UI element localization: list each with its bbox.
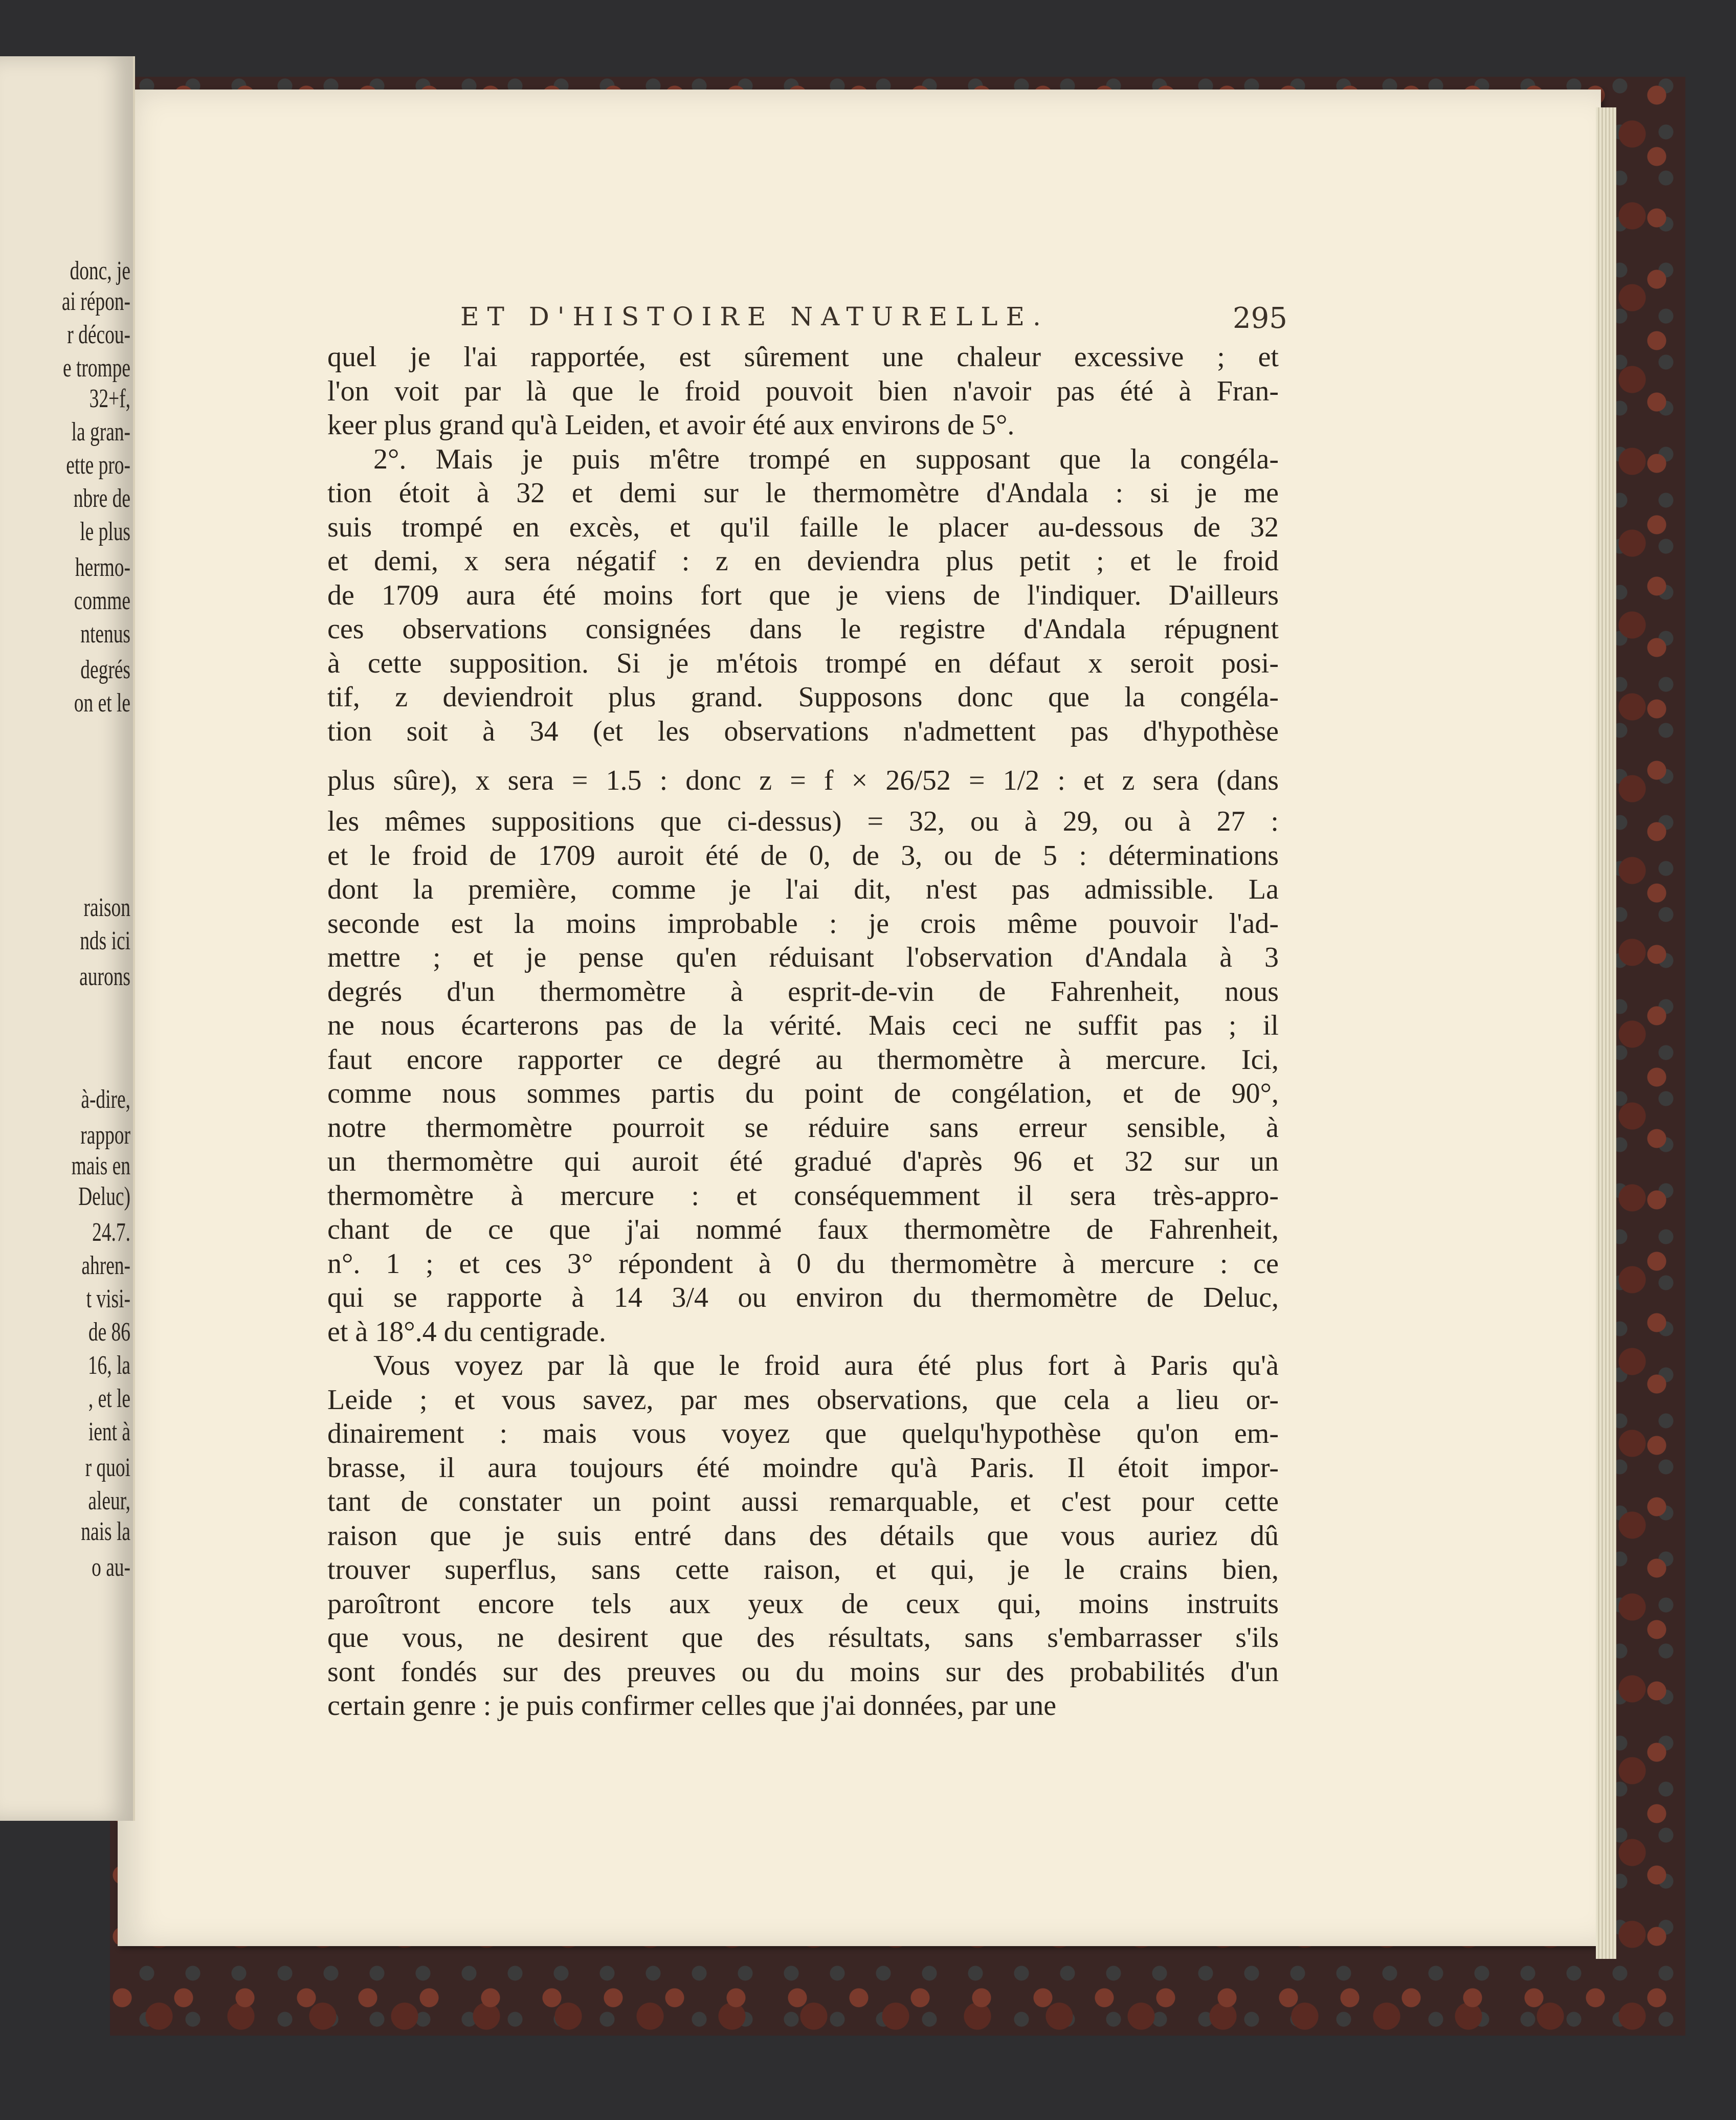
text-line: paroîtront encore tels aux yeux de ceux qui, moins instruits [327,1588,1279,1620]
text-line: thermomètre à mercure : et conséquemment il sera très-appro- [327,1179,1279,1212]
left-page-line: degrés [80,655,130,684]
left-page-line: o au- [92,1553,130,1582]
left-page-line: hermo- [75,553,130,582]
text-line: les mêmes suppositions que ci-dessus) = 32, ou à 29, ou à 27 : [327,806,1279,837]
text-line: quel je l'ai rapportée, est sûrement une chaleur excessive ; et [327,341,1279,373]
text-line: et le froid de 1709 auroit été de 0, de 3, ou de 5 : déterminations [327,839,1279,872]
running-title: ET D'HISTOIRE NATURELLE. [460,302,1049,331]
text-line: chant de ce que j'ai nommé faux thermomètre de Fahrenheit, [327,1214,1279,1245]
text-line: plus sûre), x sera = 1.5 : donc z = f × 26/52 = 1/2 : et z sera (dans [327,765,1279,796]
text-line: seconde est la moins improbable : je crois même pouvoir l'ad- [327,907,1279,940]
left-page-fragment [0,56,135,1821]
text-line: un thermomètre qui auroit été gradué d'après 96 et 32 sur un [327,1146,1279,1177]
left-page-line: , et le [88,1384,130,1413]
text-line: tion étoit à 32 et demi sur le thermomètre d'Andala : si je me [327,477,1279,509]
text-line: et à 18°.4 du centigrade. [327,1315,606,1348]
text-line: comme nous sommes partis du point de congélation, et de 90°, [327,1078,1279,1109]
body-text [327,340,1279,1723]
text-line: tant de constater un point aussi remarquable, et c'est pour cette [327,1486,1279,1518]
text-line: notre thermomètre pourroit se réduire sans erreur sensible, à [327,1111,1279,1144]
text-line: n°. 1 ; et ces 3° répondent à 0 du thermomètre à mercure : ce [327,1247,1279,1280]
left-page-line: ntenus [80,619,130,649]
left-page-line: ahren- [81,1251,130,1280]
left-page-line: nbre de [73,484,130,513]
left-page-line: ette pro- [66,451,130,480]
text-line: faut encore rapporter ce degré au thermomètre à mercure. Ici, [327,1043,1279,1076]
left-page-line: donc, je [70,256,130,285]
text-line: degrés d'un thermomètre à esprit-de-vin de Fahrenheit, nous [327,975,1279,1008]
text-line: Vous voyez par là que le froid aura été plus fort à Paris qu'à [373,1350,1279,1381]
text-line: brasse, il aura toujours été moindre qu'à Paris. Il étoit impor- [327,1452,1279,1484]
text-line: mettre ; et je pense qu'en réduisant l'observation d'Andala à 3 [327,942,1279,973]
left-page-line: à-dire, [81,1085,130,1114]
left-page-line: 32+f, [89,384,130,413]
left-page-line: on et le [74,688,130,718]
left-page-line: ai répon- [61,287,130,316]
text-line: trouver superflus, sans cette raison, et qui, je le crains bien, [327,1554,1279,1586]
text-line: suis trompé en excès, et qu'il faille le placer au-dessous de 32 [327,511,1279,543]
text-line: que vous, ne desirent que des résultats, sans s'embarrasser s'ils [327,1622,1279,1654]
left-page-line: ient à [88,1417,130,1446]
left-page-line: r décou- [67,320,130,349]
text-line: sont fondés sur des preuves ou du moins sur des probabilités d'un [327,1656,1279,1688]
left-page-line: aurons [79,962,130,991]
left-page-line: e trompe [62,353,130,383]
left-page-line: la gran- [71,417,130,447]
left-page-line: nais la [81,1517,130,1546]
text-line: dinairement : mais vous voyez que quelqu'hypothèse qu'on em- [327,1418,1279,1449]
text-line: ne nous écarterons pas de la vérité. Mais ceci ne suffit pas ; il [327,1010,1279,1041]
text-line: à cette supposition. Si je m'étois trompé en défaut x seroit posi- [327,647,1279,679]
left-page-line: t visi- [86,1284,130,1313]
page-number: 295 [1233,302,1287,335]
text-line: keer plus grand qu'à Leiden, et avoir été aux environs de 5°. [327,409,1015,441]
text-line: l'on voit par là que le froid pouvoit bien n'avoir pas été à Fran- [327,375,1279,407]
left-page-line: mais en [71,1151,130,1180]
left-page-line: 16, la [87,1351,130,1380]
left-page-line: aleur, [88,1486,130,1515]
left-page-line: raison [83,893,130,922]
page-edges [1596,107,1616,1959]
text-line: certain genre : je puis confirmer celles que j'ai données, par une [327,1690,1057,1722]
text-line: ces observations consignées dans le registre d'Andala répugnent [327,613,1279,645]
text-line: raison que je suis entré dans des détails que vous auriez dû [327,1520,1279,1552]
text-line: tion soit à 34 (et les observations n'admettent pas d'hypothèse [327,715,1279,747]
text-line: et demi, x sera négatif : z en deviendra plus petit ; et le froid [327,545,1279,577]
text-line: qui se rapporte à 14 3/4 ou environ du thermomètre de Deluc, [327,1282,1279,1313]
left-page-line: rappor [80,1121,130,1150]
left-page-line: de 86 [88,1318,130,1347]
left-page-line: 24.7. [92,1218,130,1247]
text-line: dont la première, comme je l'ai dit, n'est pas admissible. La [327,874,1279,905]
left-page-line: nds ici [80,926,130,955]
left-page-line: le plus [80,517,130,546]
text-line: Leide ; et vous savez, par mes observations, que cela a lieu or- [327,1383,1279,1416]
left-page-line: Deluc) [78,1182,130,1211]
left-page-line: r quoi [85,1453,130,1482]
text-line: de 1709 aura été moins fort que je viens de l'indiquer. D'ailleurs [327,579,1279,611]
text-line: 2°. Mais je puis m'être trompé en supposant que la congéla- [373,443,1279,475]
left-page-line: comme [74,586,130,615]
text-line: tif, z deviendroit plus grand. Supposons donc que la congéla- [327,681,1279,713]
